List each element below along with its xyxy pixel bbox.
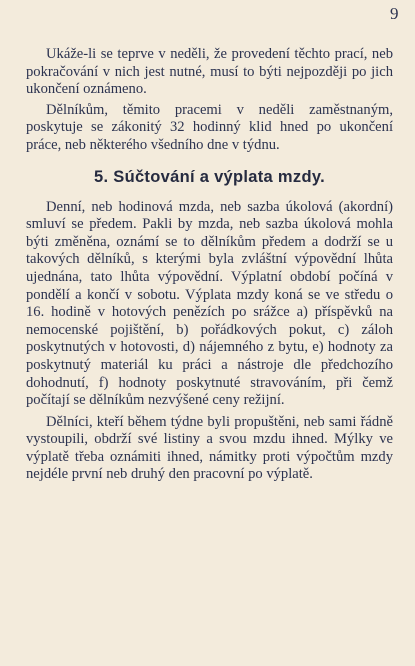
page-number: 9 <box>390 4 399 23</box>
page-body <box>26 46 393 484</box>
section-heading: 5. Súčtování a výplata mzdy. <box>94 167 325 186</box>
paragraph-sunday-work-notice: Ukáže-li se teprve v neděli, že provedení těchto prací, neb pokračování v nich jest nutné, musí to býti nejpozději po jich ukončení oznámeno. <box>26 46 393 98</box>
paragraph-dismissal-payment: Dělníci, kteří během týdne byli propuštěni, neb sami řádně vystoupili, obdrží své listiny a svou mzdu ihned. Mýlky ve výplatě třeba oznámiti ihned, námitky proti výpočtům mzdy nejdéle první neb druhý den pracovní po výplatě. <box>26 413 393 483</box>
paragraph-rest-period: Dělníkům, těmito pracemi v neděli zaměstnaným, poskytuje se zákonitý 32 hodinný klid hned po ukončení práce, neb některého všedního dne v týdnu. <box>26 101 393 153</box>
paragraph-wages-settlement: Denní, neb hodinová mzda, neb sazba úkolová (akordní) smluví se předem. Pakli by mzda, neb sazba úkolová mohla býti změněna, oznámí se to dělníkům předem a dodrží se u takových dělníků, s kterými byla zvláštní výpovědní lhůta ujednána, tato lhůta výpovědní. Výplatní období počíná v pondělí a končí v sobotu. Výplata mzdy koná se ve středu o 16. hodině v hotových penězích po srážce a) příspěvků na nemocenské pojištění, b) pořádkových pokut, c) záloh poskytnutých v hotovosti, d) nájemného z bytu, e) hodnoty za poskytnutý materiál ku práci a nástroje dle předchozího dohodnutí, f) hodnoty poskytnuté stravováním, při čemž počítají se dělníkům nezvýšené ceny režijní. <box>26 198 393 409</box>
